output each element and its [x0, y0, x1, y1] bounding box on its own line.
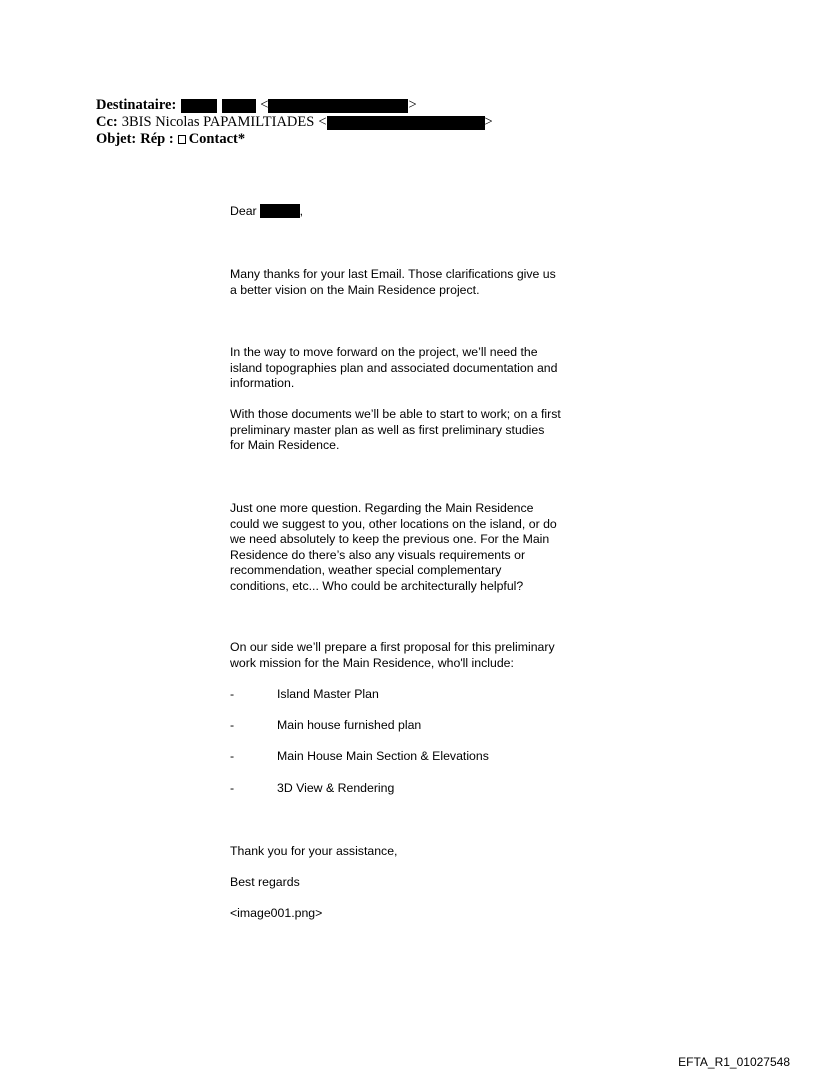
subject-label: Objet:: [96, 131, 137, 147]
greeting: [230, 204, 610, 220]
list-bullet: -: [230, 687, 235, 701]
to-lt: <: [260, 97, 269, 113]
document-id: EFTA_R1_01027548: [678, 1055, 790, 1069]
cc-label: Cc:: [96, 114, 118, 130]
closing-regards: Best regards: [230, 875, 300, 889]
missing-glyph-box-icon: [178, 135, 186, 144]
email-header: [96, 97, 493, 148]
cc-lt: <: [318, 114, 327, 130]
list-item: [230, 687, 379, 703]
list-item: [230, 749, 489, 765]
list-bullet: -: [230, 781, 235, 795]
list-item: [230, 718, 421, 734]
greeting-comma: ,: [299, 204, 304, 218]
list-item: [230, 781, 394, 797]
paragraph-proposal: On our side we’ll prepare a first proposal for this preliminary work mission for the Main Residence, who'll include:: [230, 640, 555, 670]
greeting-word: Dear: [230, 204, 257, 218]
redacted-cc-email: [327, 116, 485, 130]
list-bullet: -: [230, 749, 235, 763]
subject-line: [96, 131, 493, 148]
list-bullet: -: [230, 718, 235, 732]
list-item-text: Main House Main Section & Elevations: [277, 749, 489, 763]
list-item-text: Island Master Plan: [277, 687, 379, 701]
list-item-text: Main house furnished plan: [277, 718, 422, 732]
paragraph-thanks: Many thanks for your last Email. Those clarifications give us a better vision on the Main Residence project.: [230, 267, 556, 297]
to-label: Destinataire:: [96, 97, 177, 113]
to-line: [96, 97, 493, 114]
paragraph-question: Just one more question. Regarding the Main Residence could we suggest to you, other locations on the island, or do we need absolutely to keep the previous one. For the Main Residence do there’s also any visuals requirements or recommendation, weather special complementary conditions, etc... Who could be architecturally helpful?: [230, 501, 557, 593]
redacted-to-email: [268, 99, 408, 113]
attachment-placeholder: <image001.png>: [230, 906, 323, 920]
cc-line: [96, 114, 493, 131]
redacted-first-name: [181, 99, 217, 113]
to-gt: >: [408, 97, 417, 113]
closing-thanks: Thank you for your assistance,: [230, 844, 398, 858]
subject-text: Contact*: [188, 131, 246, 147]
paragraph-work-start: With those documents we’ll be able to start to work; on a first preliminary master plan as well as first preliminary studies for Main Residence.: [230, 407, 561, 452]
subject-prefix: Rép :: [140, 131, 174, 147]
cc-gt: >: [484, 114, 493, 130]
redacted-recipient-name: [260, 204, 300, 218]
redacted-last-name: [222, 99, 256, 113]
list-item-text: 3D View & Rendering: [277, 781, 395, 795]
paragraph-documents-needed: In the way to move forward on the project, we’ll need the island topographies plan and associated documentation and information.: [230, 345, 558, 390]
cc-name: 3BIS Nicolas PAPAMILTIADES: [121, 114, 315, 130]
